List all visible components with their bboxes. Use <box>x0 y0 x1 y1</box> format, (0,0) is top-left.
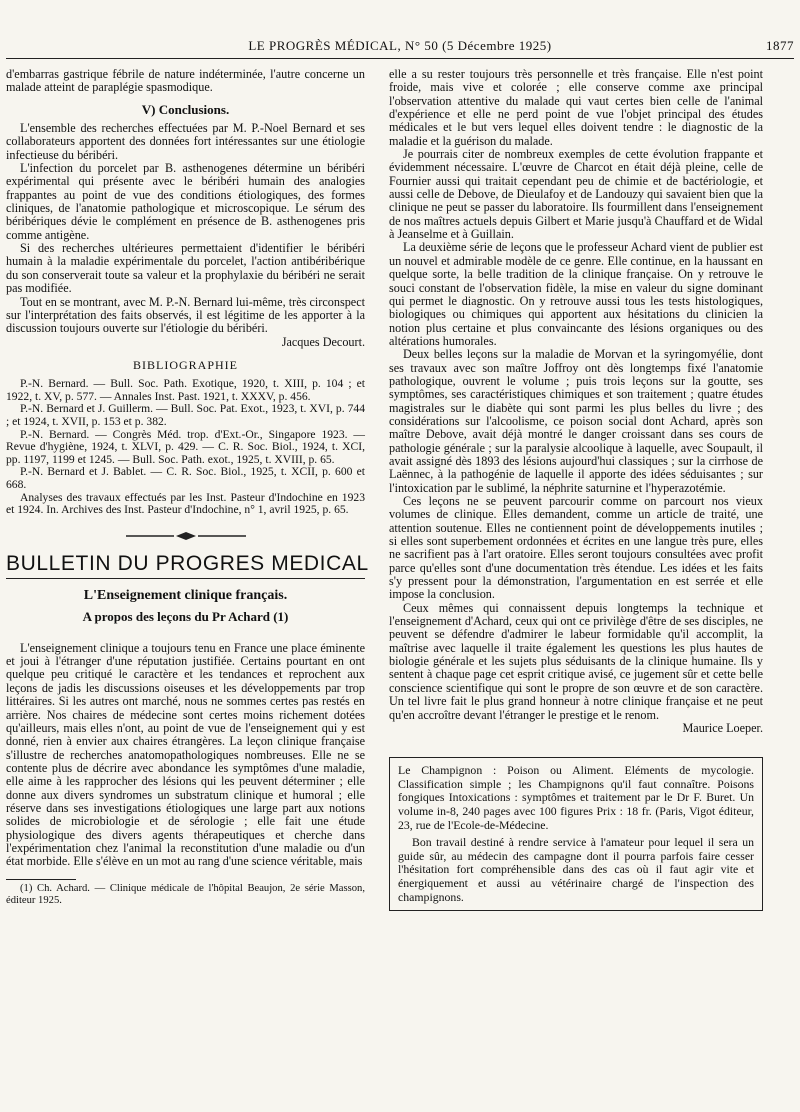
ornament-divider <box>6 531 365 541</box>
page-number: 1877 <box>766 38 794 53</box>
author-signature: Jacques Decourt. <box>281 334 365 349</box>
bibliography-entry: Analyses des travaux effectués par les Inst. Pasteur d'Indochine en 1923 et 1924. In. Archives des Inst. Pasteur d'Indochine, n° 1, avril 1925, p. 65. <box>6 490 365 517</box>
footnote: (1) Ch. Achard. — Clinique médicale de l'hôpital Beaujon, 2e série Masson, éditeur 1925. <box>6 882 365 906</box>
conclusions-heading: V) Conclusions. <box>141 101 230 117</box>
author-signature: Maurice Loeper. <box>682 720 763 735</box>
bibliography-entry: P.-N. Bernard et J. Guillerm. — Bull. Soc. Pat. Exot., 1923, t. XVI, p. 744 ; et 1924, t. XVII, p. 153 et p. 382. <box>6 402 365 428</box>
article-paragraph: Ces leçons ne se peuvent parcourir comme on parcourt nos vieux volumes de clinique. Elles demandent, comme un article de traité, une attention soutenue. Elles ne contiennent point de développements inutiles ; si elles sont superbement ordonnées et écrites en une langue très pure, elles ne sacrifient pas à l'art oratoire. Elles seront toujours consultées avec profit parce qu'elles sont d'une documentation très étendue. Les idées et les faits s'y pressent pour la démonstration, l'argumentation en est serrée et elle impose la conclusion. <box>389 494 763 602</box>
bibliography-list <box>6 378 365 517</box>
journal-header-title: LE PROGRÈS MÉDICAL, N° 50 (5 Décembre 1925) <box>248 38 552 53</box>
bibliography-entry: P.-N. Bernard et J. Bablet. — C. R. Soc. Biol., 1925, t. XCII, p. 600 et 668. <box>6 465 365 491</box>
article-paragraph: Ceux mêmes qui connaissent depuis longtemps la technique et l'enseignement d'Achard, ceux qui ont ce privilège d'être de ses disciples, ne peuvent se défendre d'admirer le labeur formidable qu'il accomplit, la maîtrise avec laquelle il traite également les questions les plus hautes de biologie générale et les sujets plus séduisants de la clinique humaine. Ils y sentent à chaque page cet esprit critique avisé, ce jugement sûr et cette belle conscience scientifique qui sont le propre de son œuvre et de son caractère. Un tel livre fait le plus grand honneur à notre clinique française et ne peut qu'en accroître devant l'étranger le prestige et le renom. <box>389 600 763 722</box>
article-paragraph: Deux belles leçons sur la maladie de Morvan et la syringomyélie, dont ses travaux avec son maître Joffroy ont dès longtemps fixé l'anatomie pathologique, ouvrent le volume ; puis trois leçons sur la goutte, ses symptômes, ses caractéristiques chimiques et son traitement ; quatre études magistrales sur le diabète qui sont parmi les plus belles du livre ; des considérations sur l'alcoolisme, ce poison social dont Achard, après son maître Debove, avait déjà montré le danger croissant dans ses cours de pathologie générale ; sur la paralysie alcoolique à laquelle, avec Soupault, il avait assigné dès 1893 des lésions aujourd'hui classiques ; sur la cirrhose de Laënnec, à la pathogénie de laquelle il apporte des idées séduisantes ; sur l'intoxication par le sublimé, la néphrite saturnine et l'hyperazotémie. <box>389 347 763 495</box>
intro-paragraph: d'embarras gastrique fébrile de nature indéterminée, l'autre concerne un malade atteint de paraplégie spasmodique. <box>6 67 365 95</box>
bulletin-title: BULLETIN DU PROGRES MEDICAL <box>6 551 369 575</box>
article-paragraph: L'enseignement clinique a toujours tenu en France une place éminente et joui à l'étranger d'une réputation justifiée. Certains pourtant en ont quelque peu critiqué le caractère et les tendances et reprochent aux leçons de jadis les discussions oiseuses et les développements par trop littéraires. Si les autres ont marché, nous ne sommes certes pas restés en arrière. Nos chaires de médecine sont certes moins richement dotées qu'ailleurs, mais elles n'ont, au point de vue de l'enseignement qui y est donné, rien à envier aux chaires étrangères. La leçon clinique française s'illustre de recherches anatomopathologiques nombreuses. Elle ne se contente plus de décrire avec abondance les symptômes d'une maladie, elle aime à les rapprocher des lésions qui les peuvent déterminer ; elle donne aux divers syndromes un substratum clinique et humoral ; elle réserve dans ses investigations étiologiques une large part aux notions solides de microbiologie et de sérologie ; elle fait une étude physiologique des divers agents thérapeutiques et cherche dans l'expérimentation chez l'animal la reconstitution d'une maladie ou d'un état morbide. Elle s'élève en un mot au rang d'une science véritable, mais <box>6 640 365 869</box>
left-column <box>6 67 369 907</box>
conclusion-paragraph: L'infection du porcelet par B. asthenogenes détermine un béribéri expérimental qui présente avec le béribéri humain des analogies frappantes au point de vue des conditions étiologiques, des formes cliniques, de l'anatomie pathologique et microscopique. Le sérum des béribériques dévie le complément en présence de B. asthenogenes pris comme antigène. <box>6 161 365 242</box>
bibliography-heading: BIBLIOGRAPHIE <box>133 357 238 372</box>
article-paragraph: Je pourrais citer de nombreux exemples de cette évolution frappante et évidemment nécessaire. L'œuvre de Charcot en était déjà pleine, celle de Fournier aussi qui traitait cependant peu de chimie et de bactériologie, et aussi celle de Debove, de Dieulafoy et de Landouzy qui savaient bien que la clinique ne peut se passer du laboratoire. Ils fourmillent dans l'enseignement de nos maîtres actuels depuis Gilbert et Marie jusqu'à Chauffard et de Widal à Jeanselme et à Guillain. <box>389 147 763 242</box>
article-title: L'Enseignement clinique français. <box>83 588 288 604</box>
conclusion-paragraph: Si des recherches ultérieures permettaient d'identifier le béribéri humain à la maladie expérimentale du porcelet, l'action antibéribérique du son conserverait toute sa valeur et la prophylaxie du béribéri ne serait pas modifiée. <box>6 241 365 296</box>
article-paragraph: La deuxième série de leçons que le professeur Achard vient de publier est un nouvel et admirable modèle de ce genre. Elle continue, en la haussant en quelque sorte, la belle tradition de la clinique française. On y retrouve le souci constant de l'observation fidèle, la mise en valeur du signe dominant qui permet le diagnostic. On y retrouve aussi tous les tests histologiques, biologiques ou chimiques qui apportent aux hésitations du clinicien la notion plus certaine et plus convaincante des lésions organiques ou des altérations humorales. <box>389 240 763 348</box>
book-notice-text: Bon travail destiné à rendre service à l'amateur pour lequel il sera un guide sûr, au médecin des campagne dont il pourra parfois faire cesser l'hésitation fort compréhensible dans des cas où il faut agir vite et énergiquement et aussi au vétérinaire chargé de l'inspection des champignons. <box>398 835 754 904</box>
conclusion-paragraph: Tout en se montrant, avec M. P.-N. Bernard lui-même, très circonspect sur l'interprétation des faits observés, il est légitime de les apporter à la discussion toujours ouverte sur l'étiologie du béribéri. <box>6 294 365 336</box>
ornament-icon <box>126 531 246 541</box>
book-notice-lead: Le Champignon : Poison ou Aliment. Eléments de mycologie. Classification simple ; les Champignons qu'il faut connaître. Poisons fongiques Intoxications : symptômes et traitement par le Dr F. Buret. Un volume in-8, 240 pages avec 100 figures Prix : 18 fr. (Paris, Vigot éditeur, 23, rue de l'Ecole-de-Médecine. <box>398 763 754 832</box>
right-column <box>389 68 763 911</box>
conclusion-paragraph: L'ensemble des recherches effectuées par M. P.-Noel Bernard et ses collaborateurs apportent des données fort intéressantes sur une étiologie infectieuse du béribéri. <box>6 121 365 162</box>
article-subtitle: A propos des leçons du Pr Achard (1) <box>82 609 289 625</box>
bulletin-rule <box>6 578 365 579</box>
header-rule <box>6 58 794 59</box>
bibliography-entry: P.-N. Bernard. — Bull. Soc. Path. Exotique, 1920, t. XIII, p. 104 ; et 1922, t. XV, p. 577. — Annales Inst. Past. 1921, t. XXXV, p. 456. <box>6 377 365 403</box>
bibliography-entry: P.-N. Bernard. — Congrès Méd. trop. d'Ext.-Or., Singapore 1923. — Revue d'hygiène, 1924, t. XLVI, p. 429. — C. R. Soc. Biol., 1924, t. XCI, pp. 1197, 1199 et 1245. — Bull. Soc. Path. exot., 1925, t. XVIII, p. 65. <box>6 427 365 466</box>
footnote-rule <box>6 879 76 880</box>
running-header <box>6 38 794 56</box>
book-notice-box <box>389 757 763 911</box>
article-paragraph: elle a su rester toujours très personnelle et très française. Elle n'est point froide, mais vive et colorée ; elle conserve comme axe principal l'observation attentive du malade qui vaut certes bien celle de l'animal d'expérience et elle ne perd point de vue l'objet principal des études médicales et le but vers lequel elles doivent tendre : le diagnostic de la maladie et la guérison du malade. <box>389 67 763 148</box>
